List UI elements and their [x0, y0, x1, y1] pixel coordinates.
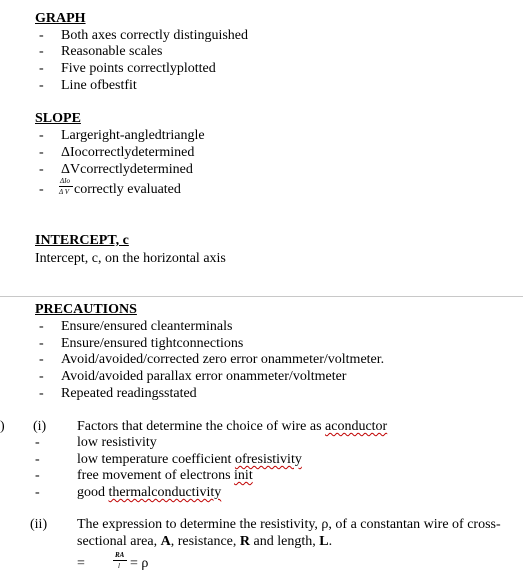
- intercept-heading: INTERCEPT, c: [35, 233, 129, 248]
- text-fragment: sectional area,: [77, 534, 161, 549]
- flagged-word: thermalconductivity: [108, 485, 222, 500]
- list-item: Repeated readingsstated: [61, 386, 197, 401]
- symbol-resistance: R: [239, 534, 251, 549]
- bullet-dash: -: [39, 162, 44, 177]
- list-item: Ensure/ensured cleanterminals: [61, 319, 233, 334]
- bullet-dash: -: [39, 44, 44, 59]
- text-fragment: , resistance,: [170, 534, 240, 549]
- bullet-dash: -: [39, 319, 44, 334]
- symbol-area: A: [160, 534, 171, 549]
- equation-equals: =: [77, 556, 85, 571]
- fraction-numerator: ΔIo: [60, 177, 70, 185]
- bullet-dash: -: [39, 352, 44, 367]
- list-item: Reasonable scales: [61, 44, 163, 59]
- text-fragment: .: [328, 534, 333, 549]
- bullet-dash: -: [35, 452, 40, 467]
- question-number: (i): [33, 419, 47, 434]
- list-item: ΔVcorrectlydetermined: [61, 162, 193, 177]
- bullet-dash: -: [39, 61, 44, 76]
- intro-text: Factors that determine the choice of wire as: [77, 419, 326, 434]
- bullet-dash: -: [39, 386, 44, 401]
- graph-heading: GRAPH: [35, 11, 86, 26]
- list-item: [77, 451, 302, 468]
- list-item: Both axes correctly distinguished: [61, 28, 249, 43]
- bullet-dash: -: [35, 485, 40, 500]
- question-intro: [77, 418, 387, 435]
- bullet-dash: -: [39, 128, 44, 143]
- flagged-word: init: [234, 468, 253, 483]
- bullet-dash: -: [35, 468, 40, 483]
- list-item: Ensure/ensured tightconnections: [61, 336, 244, 351]
- bullet-dash: -: [39, 145, 44, 160]
- question-text-line1: The expression to determine the resistivity, ρ, of a constantan wire of cross-: [77, 517, 501, 532]
- bullet-dash: -: [35, 435, 40, 450]
- list-item: low resistivity: [77, 435, 157, 450]
- list-item: Line ofbestfit: [61, 78, 137, 93]
- slope-heading: SLOPE: [35, 111, 81, 126]
- fraction-denominator: Δ V: [59, 188, 70, 196]
- list-item: [77, 484, 221, 501]
- list-item: Largeright-angledtriangle: [61, 128, 205, 143]
- item-text: low temperature coefficient: [77, 452, 235, 467]
- bullet-dash: -: [39, 78, 44, 93]
- list-item: correctly evaluated: [74, 182, 181, 197]
- list-item: [77, 467, 253, 484]
- section-divider: [0, 296, 523, 297]
- list-item: Avoid/avoided parallax error onammeter/voltmeter: [61, 369, 347, 384]
- list-item: Avoid/avoided/corrected zero error onammeter/voltmeter.: [61, 352, 385, 367]
- item-text: good: [77, 485, 109, 500]
- list-item: Five points correctlyplotted: [61, 61, 216, 76]
- bullet-dash: -: [39, 28, 44, 43]
- flagged-word: ofresistivity: [234, 452, 302, 467]
- flagged-word: aconductor: [325, 419, 388, 434]
- list-item: ΔIocorrectlydetermined: [61, 145, 195, 160]
- fraction-denominator: l: [118, 562, 120, 570]
- bullet-dash: -: [39, 182, 44, 197]
- question-number: (ii): [30, 517, 48, 532]
- item-text: free movement of electrons: [77, 468, 235, 483]
- fraction-bar: [113, 560, 127, 561]
- fraction-numerator: RA: [115, 551, 125, 559]
- bullet-dash: -: [39, 336, 44, 351]
- symbol-length: L: [319, 534, 329, 549]
- fraction-bar: [59, 186, 73, 187]
- text-fragment: and length,: [250, 534, 320, 549]
- left-margin-marker: ): [0, 419, 5, 434]
- equation-rhs: = ρ: [130, 556, 149, 571]
- precautions-heading: PRECAUTIONS: [35, 302, 137, 317]
- intercept-text: Intercept, c, on the horizontal axis: [35, 251, 226, 266]
- bullet-dash: -: [39, 369, 44, 384]
- question-text-line2: [77, 533, 332, 550]
